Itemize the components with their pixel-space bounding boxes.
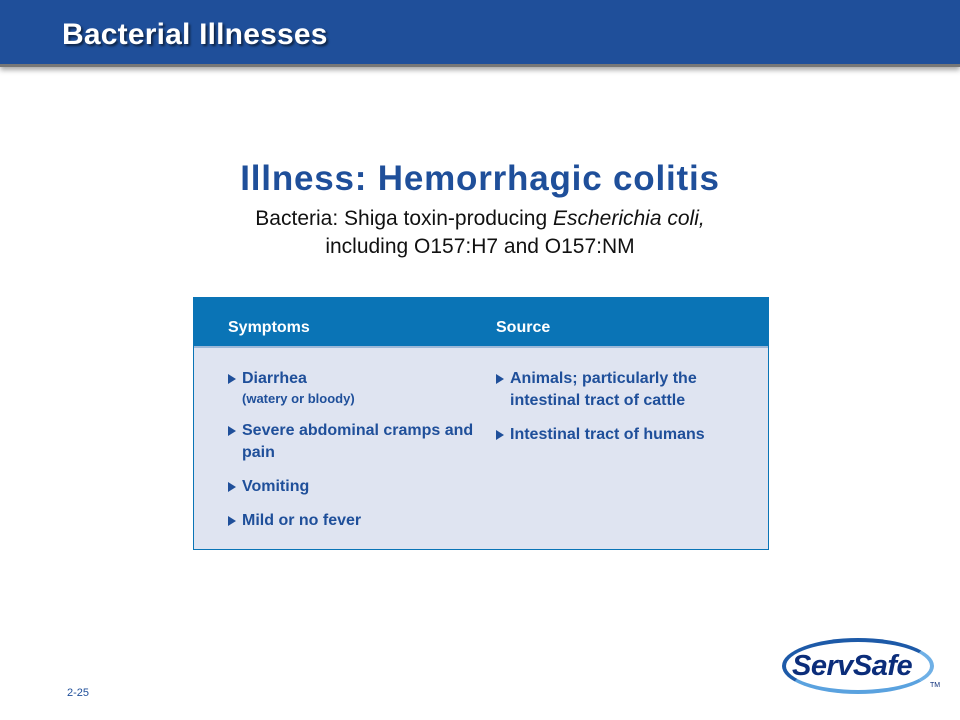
subheading-prefix: Bacteria: Shiga toxin-producing: [255, 207, 553, 230]
list-item: [496, 424, 756, 446]
subheading-line-1: [0, 205, 960, 233]
list-item-text: Severe abdominal cramps and pain: [242, 422, 474, 461]
list-item-text: Diarrhea: [242, 370, 307, 387]
list-item-note: (watery or bloody): [242, 391, 355, 406]
triangle-bullet-icon: [496, 430, 504, 440]
list-item: [228, 476, 478, 498]
symptoms-list: [228, 368, 478, 532]
servsafe-logo: [782, 636, 942, 698]
header-title: Bacterial Illnesses: [62, 18, 328, 51]
header-bar: [0, 0, 960, 67]
info-table-header: [194, 298, 768, 348]
list-item-text: Vomiting: [242, 478, 310, 495]
list-item: [228, 368, 478, 408]
list-item: [228, 420, 478, 464]
list-item-text: Mild or no fever: [242, 512, 362, 529]
subheading-line-2: including O157:H7 and O157:NM: [325, 235, 635, 258]
source-list: [496, 368, 756, 446]
slide-heading: Illness: Hemorrhagic colitis: [240, 159, 720, 198]
triangle-bullet-icon: [228, 374, 236, 384]
list-item: [496, 368, 756, 412]
subheading-italic: Escherichia coli,: [552, 207, 705, 230]
triangle-bullet-icon: [228, 482, 236, 492]
column-header-source: Source: [496, 319, 551, 336]
logo-text: ServSafe: [792, 650, 913, 682]
list-item-text: Intestinal tract of humans: [510, 426, 705, 443]
logo-trademark: TM: [930, 682, 941, 689]
slide-subheading: [0, 205, 960, 261]
triangle-bullet-icon: [228, 426, 236, 436]
info-table: [193, 297, 769, 550]
triangle-bullet-icon: [228, 516, 236, 526]
slide-number: 2-25: [67, 687, 90, 699]
list-item: [228, 510, 478, 532]
column-header-symptoms: Symptoms: [228, 319, 310, 336]
list-item-text: Animals; particularly the intestinal tract of cattle: [510, 370, 697, 409]
triangle-bullet-icon: [496, 374, 504, 384]
